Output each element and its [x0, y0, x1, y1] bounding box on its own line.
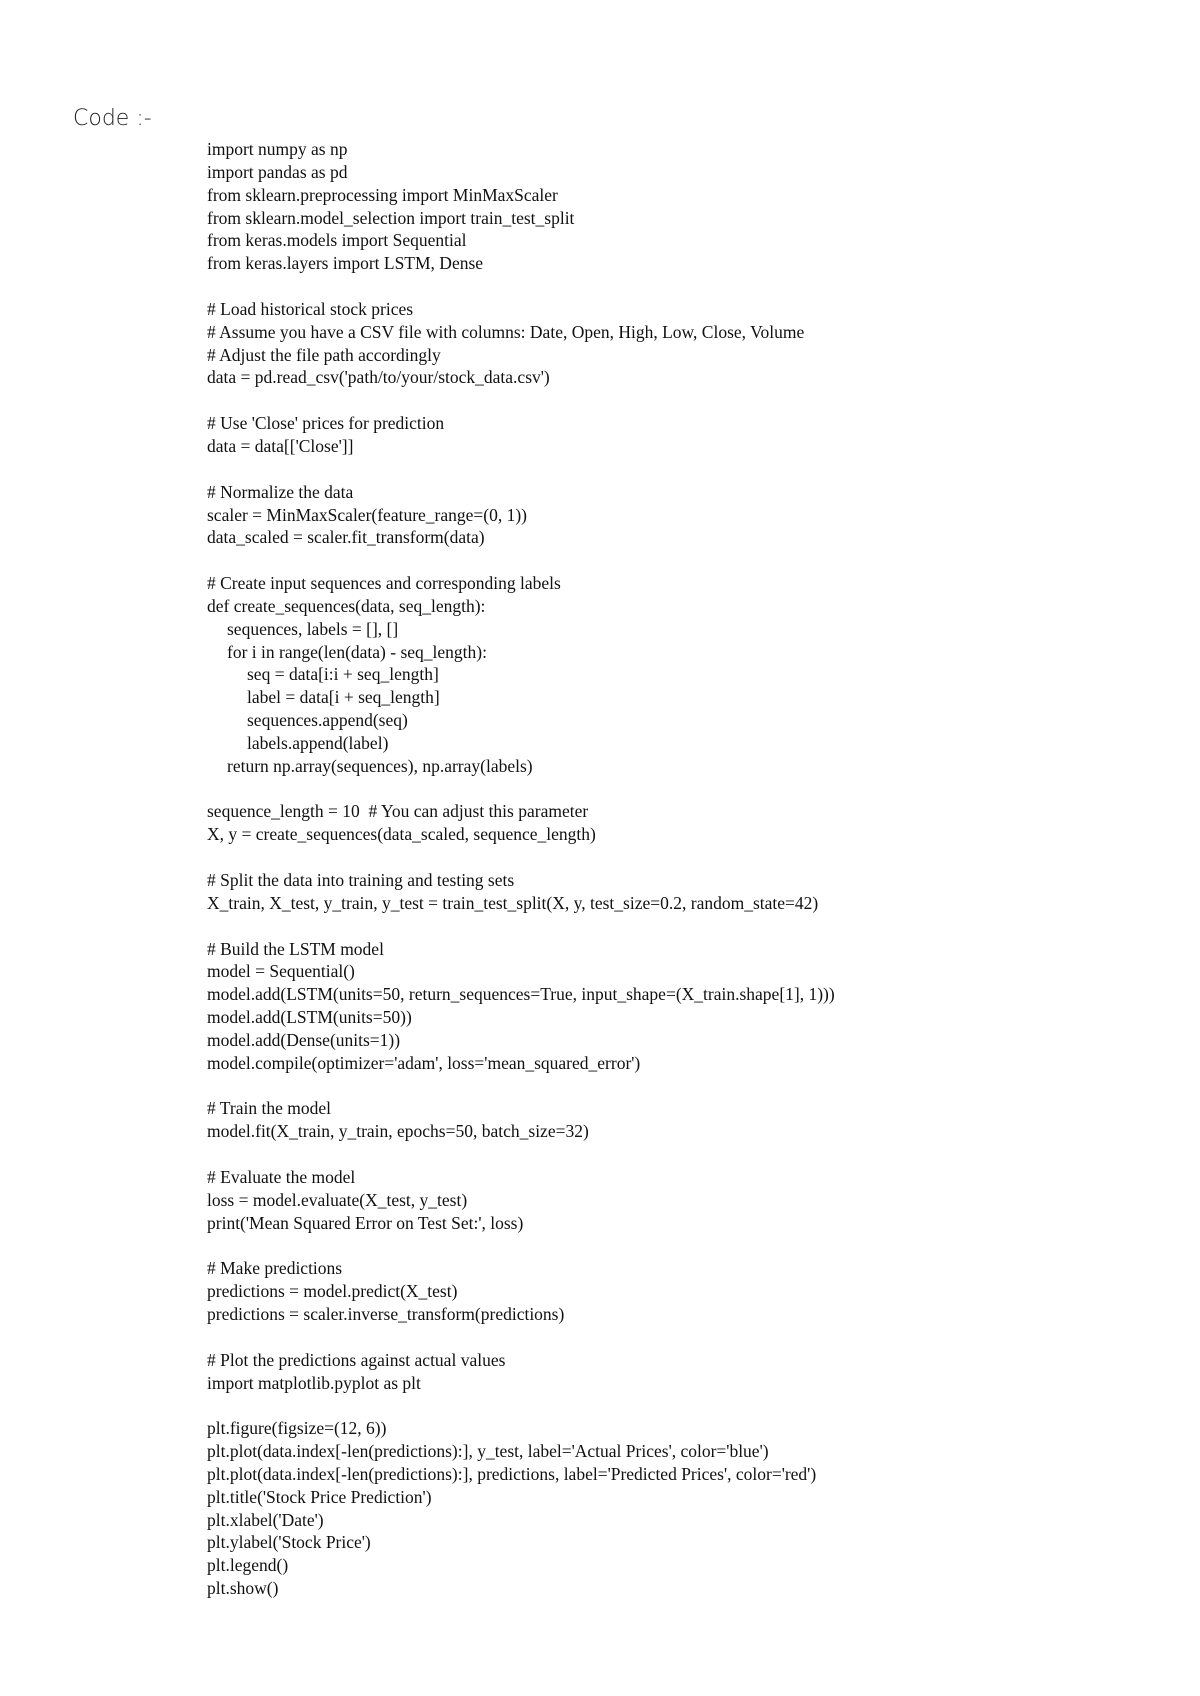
code-line: labels.append(label) [247, 732, 389, 753]
code-line: plt.show() [207, 1578, 279, 1599]
code-line: plt.title('Stock Price Prediction') [207, 1486, 432, 1507]
code-line: plt.plot(data.index[-len(predictions):], predictions, label='Predicted Prices', color='red') [207, 1463, 817, 1484]
code-line: predictions = scaler.inverse_transform(predictions) [207, 1304, 565, 1325]
code-line: from keras.layers import LSTM, Dense [207, 253, 484, 274]
code-line: model.add(LSTM(units=50)) [207, 1007, 412, 1028]
code-line: # Adjust the file path accordingly [207, 344, 441, 365]
code-line: plt.plot(data.index[-len(predictions):], y_test, label='Actual Prices', color='blue') [207, 1441, 769, 1462]
code-line: # Train the model [207, 1098, 331, 1119]
code-line: predictions = model.predict(X_test) [207, 1281, 458, 1302]
blank-line [207, 1143, 835, 1166]
code-line: sequences.append(seq) [247, 710, 408, 731]
code-line: # Load historical stock prices [207, 298, 414, 319]
code-line: from sklearn.preprocessing import MinMaxScaler [207, 184, 558, 205]
blank-line [207, 549, 835, 572]
code-line: # Use 'Close' prices for prediction [207, 413, 445, 434]
code-line: # Plot the predictions against actual values [207, 1349, 506, 1370]
code-line: import numpy as np [207, 139, 348, 159]
code-line: # Assume you have a CSV file with columns: Date, Open, High, Low, Close, Volume [207, 321, 805, 342]
code-line: scaler = MinMaxScaler(feature_range=(0, 1)) [207, 504, 528, 525]
blank-line [207, 1326, 835, 1349]
code-line: model = Sequential() [207, 961, 355, 982]
code-line: import pandas as pd [207, 161, 348, 182]
blank-line [207, 846, 835, 869]
blank-line [207, 1394, 835, 1417]
blank-line [207, 1235, 835, 1258]
code-line: # Create input sequences and corresponding labels [207, 573, 561, 594]
blank-line [207, 1075, 835, 1098]
code-line: sequences, labels = [], [] [227, 618, 399, 639]
blank-line [207, 275, 835, 298]
code-line: plt.xlabel('Date') [207, 1509, 324, 1530]
code-line: model.fit(X_train, y_train, epochs=50, batch_size=32) [207, 1121, 589, 1142]
code-block [207, 138, 835, 1600]
code-line: # Normalize the data [207, 481, 354, 502]
code-line: label = data[i + seq_length] [247, 687, 440, 708]
code-line: loss = model.evaluate(X_test, y_test) [207, 1189, 468, 1210]
code-line: plt.legend() [207, 1555, 289, 1576]
code-line: return np.array(sequences), np.array(labels) [227, 755, 533, 776]
code-line: for i in range(len(data) - seq_length): [227, 641, 487, 662]
code-line: X_train, X_test, y_train, y_test = train_test_split(X, y, test_size=0.2, random_state=42) [207, 892, 819, 913]
code-line: data = pd.read_csv('path/to/your/stock_data.csv') [207, 367, 550, 388]
code-line: model.add(Dense(units=1)) [207, 1029, 401, 1050]
blank-line [207, 458, 835, 481]
code-line: model.compile(optimizer='adam', loss='mean_squared_error') [207, 1052, 641, 1073]
code-line: import matplotlib.pyplot as plt [207, 1372, 421, 1393]
code-line: # Build the LSTM model [207, 938, 384, 959]
code-line: data = data[['Close']] [207, 435, 354, 456]
code-line: def create_sequences(data, seq_length): [207, 595, 486, 616]
code-line: model.add(LSTM(units=50, return_sequences=True, input_shape=(X_train.shape[1], 1))) [207, 984, 835, 1005]
code-line: print('Mean Squared Error on Test Set:', loss) [207, 1212, 524, 1233]
code-line: # Evaluate the model [207, 1166, 356, 1187]
section-heading: Code :- [73, 106, 152, 131]
code-line: seq = data[i:i + seq_length] [247, 664, 439, 685]
blank-line [207, 778, 835, 801]
code-line: from keras.models import Sequential [207, 230, 467, 251]
code-line: # Split the data into training and testing sets [207, 870, 515, 890]
blank-line [207, 389, 835, 412]
code-line: from sklearn.model_selection import train_test_split [207, 207, 575, 228]
blank-line [207, 915, 835, 938]
code-line: plt.figure(figsize=(12, 6)) [207, 1418, 387, 1439]
code-line: plt.ylabel('Stock Price') [207, 1532, 371, 1553]
code-line: # Make predictions [207, 1258, 343, 1279]
code-line: X, y = create_sequences(data_scaled, sequence_length) [207, 824, 596, 845]
code-line: data_scaled = scaler.fit_transform(data) [207, 527, 485, 548]
code-line: sequence_length = 10 # You can adjust this parameter [207, 801, 589, 822]
